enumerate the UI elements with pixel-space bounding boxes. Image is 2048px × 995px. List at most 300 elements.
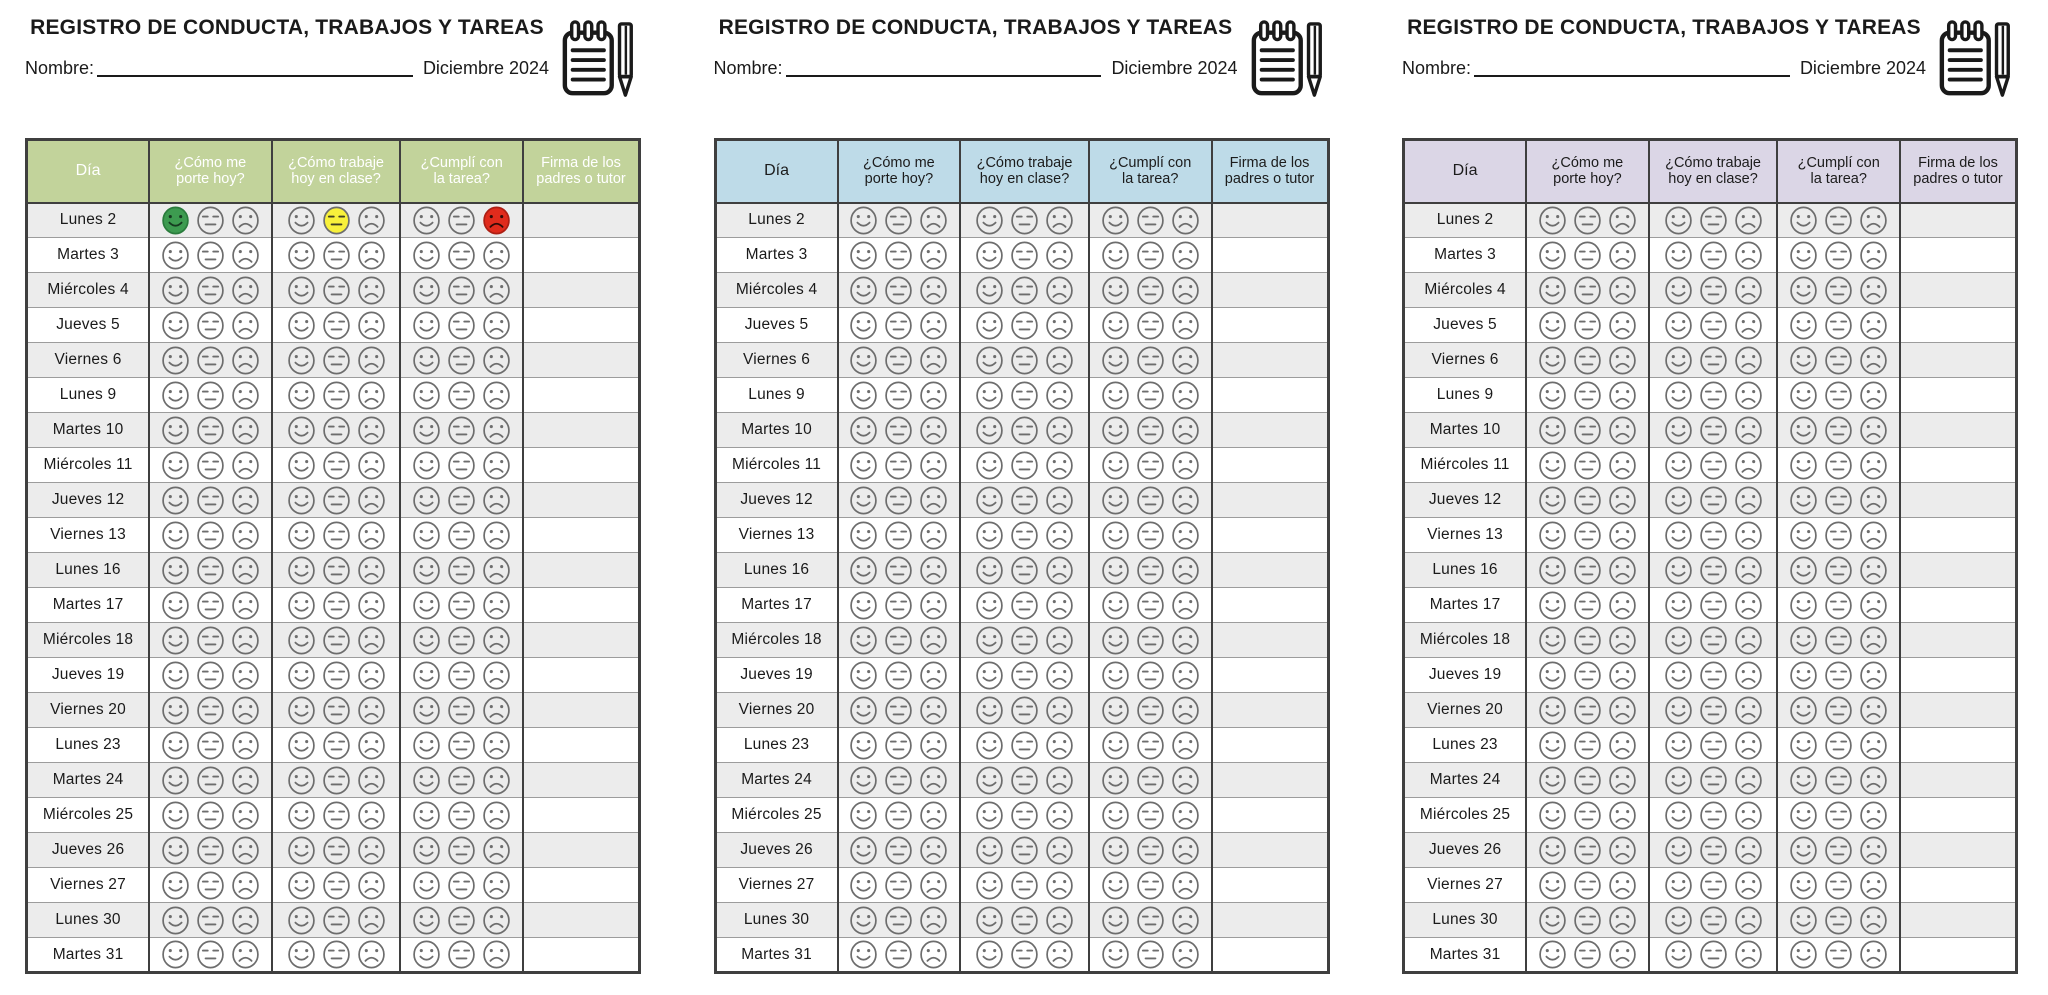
face-neutral-icon[interactable] [445,939,478,970]
face-sad-icon[interactable] [1043,660,1076,691]
face-happy-icon[interactable] [1787,450,1820,481]
face-sad-icon[interactable] [1857,310,1890,341]
face-sad-icon[interactable] [1169,345,1202,376]
face-sad-icon[interactable] [229,205,262,236]
face-sad-icon[interactable] [355,870,388,901]
face-sad-icon[interactable] [355,450,388,481]
face-neutral-icon[interactable] [1571,415,1604,446]
face-neutral-icon[interactable] [445,415,478,446]
face-sad-icon[interactable] [1857,590,1890,621]
signature-cell[interactable] [1900,728,2017,763]
face-neutral-icon[interactable] [882,905,915,936]
signature-cell[interactable] [1212,623,1329,658]
face-sad-icon[interactable] [1732,870,1765,901]
face-neutral-icon[interactable] [1134,695,1167,726]
face-neutral-icon[interactable] [1571,520,1604,551]
face-neutral-icon[interactable] [1697,800,1730,831]
face-happy-icon[interactable] [1536,695,1569,726]
face-happy-icon[interactable] [410,939,443,970]
signature-cell[interactable] [1900,868,2017,903]
face-neutral-icon[interactable] [1697,695,1730,726]
face-sad-icon[interactable] [1732,660,1765,691]
signature-cell[interactable] [1212,868,1329,903]
signature-cell[interactable] [1900,413,2017,448]
face-sad-icon[interactable] [480,765,513,796]
face-neutral-icon[interactable] [1822,450,1855,481]
face-neutral-icon[interactable] [320,730,353,761]
face-happy-icon[interactable] [410,485,443,516]
face-sad-icon[interactable] [229,450,262,481]
face-neutral-icon[interactable] [1134,450,1167,481]
face-neutral-icon[interactable] [882,765,915,796]
face-neutral-icon[interactable] [1822,520,1855,551]
face-sad-icon[interactable] [1606,939,1639,970]
face-sad-icon[interactable] [229,695,262,726]
face-neutral-icon[interactable] [882,275,915,306]
signature-cell[interactable] [1900,308,2017,343]
face-neutral-icon[interactable] [1008,450,1041,481]
face-happy-icon[interactable] [285,310,318,341]
face-sad-icon[interactable] [480,835,513,866]
face-happy-icon[interactable] [410,730,443,761]
face-sad-icon[interactable] [355,415,388,446]
face-happy-icon[interactable] [1787,939,1820,970]
face-sad-icon[interactable] [480,730,513,761]
face-happy-icon[interactable] [1662,520,1695,551]
face-neutral-icon[interactable] [1822,939,1855,970]
face-neutral-icon[interactable] [445,485,478,516]
face-sad-icon[interactable] [480,310,513,341]
face-sad-icon[interactable] [1169,905,1202,936]
face-neutral-icon[interactable] [320,695,353,726]
face-neutral-icon[interactable] [882,415,915,446]
signature-cell[interactable] [1212,938,1329,973]
signature-cell[interactable] [1212,448,1329,483]
signature-cell[interactable] [523,343,640,378]
face-happy-icon[interactable] [159,625,192,656]
face-happy-icon[interactable] [410,240,443,271]
face-sad-icon[interactable] [917,939,950,970]
face-sad-icon[interactable] [480,695,513,726]
signature-cell[interactable] [523,938,640,973]
face-sad-icon[interactable] [480,415,513,446]
face-neutral-icon[interactable] [1697,765,1730,796]
face-happy-icon[interactable] [1099,555,1132,586]
face-sad-icon[interactable] [1169,205,1202,236]
face-sad-icon[interactable] [1043,380,1076,411]
face-happy-icon[interactable] [847,905,880,936]
face-neutral-icon[interactable] [445,870,478,901]
face-neutral-icon[interactable] [1697,205,1730,236]
face-happy-icon[interactable] [410,835,443,866]
face-neutral-icon[interactable] [1134,625,1167,656]
face-neutral-icon[interactable] [1822,730,1855,761]
face-happy-icon[interactable] [1662,310,1695,341]
face-sad-icon[interactable] [355,485,388,516]
face-happy-icon[interactable] [1099,275,1132,306]
face-sad-icon[interactable] [480,520,513,551]
signature-cell[interactable] [1900,903,2017,938]
face-neutral-icon[interactable] [1571,660,1604,691]
face-neutral-icon[interactable] [1571,730,1604,761]
face-happy-icon[interactable] [410,345,443,376]
signature-cell[interactable] [523,203,640,238]
face-neutral-icon[interactable] [882,555,915,586]
signature-cell[interactable] [1212,798,1329,833]
face-sad-icon[interactable] [355,240,388,271]
face-neutral-icon[interactable] [1134,345,1167,376]
face-sad-icon[interactable] [355,625,388,656]
face-neutral-icon[interactable] [194,660,227,691]
face-happy-icon[interactable] [1536,345,1569,376]
face-happy-icon[interactable] [410,205,443,236]
face-neutral-icon[interactable] [882,660,915,691]
face-sad-icon[interactable] [1732,765,1765,796]
face-neutral-icon[interactable] [1822,555,1855,586]
face-sad-icon[interactable] [917,625,950,656]
signature-cell[interactable] [523,308,640,343]
face-sad-icon[interactable] [1857,660,1890,691]
face-sad-icon[interactable] [1043,695,1076,726]
signature-cell[interactable] [523,588,640,623]
face-happy-icon[interactable] [847,415,880,446]
face-happy-icon[interactable] [159,450,192,481]
face-neutral-icon[interactable] [1008,415,1041,446]
face-happy-icon[interactable] [410,625,443,656]
face-happy-icon[interactable] [1662,590,1695,621]
face-happy-icon[interactable] [973,275,1006,306]
face-sad-icon[interactable] [917,765,950,796]
face-neutral-icon[interactable] [1008,310,1041,341]
face-sad-icon[interactable] [1043,310,1076,341]
face-neutral-icon[interactable] [445,205,478,236]
face-sad-icon[interactable] [1732,345,1765,376]
face-neutral-icon[interactable] [882,695,915,726]
face-neutral-icon[interactable] [1822,905,1855,936]
face-neutral-icon[interactable] [1008,520,1041,551]
face-happy-icon[interactable] [1536,275,1569,306]
signature-cell[interactable] [1212,203,1329,238]
face-happy-icon[interactable] [159,310,192,341]
face-sad-icon[interactable] [480,345,513,376]
face-happy-icon[interactable] [159,205,192,236]
face-neutral-icon[interactable] [194,240,227,271]
face-happy-icon[interactable] [1662,555,1695,586]
face-sad-icon[interactable] [480,800,513,831]
face-happy-icon[interactable] [159,520,192,551]
face-neutral-icon[interactable] [320,205,353,236]
face-neutral-icon[interactable] [1571,485,1604,516]
face-sad-icon[interactable] [1606,380,1639,411]
face-neutral-icon[interactable] [882,800,915,831]
face-sad-icon[interactable] [1732,205,1765,236]
face-neutral-icon[interactable] [1134,205,1167,236]
face-neutral-icon[interactable] [1134,765,1167,796]
signature-cell[interactable] [523,273,640,308]
face-sad-icon[interactable] [1732,590,1765,621]
signature-cell[interactable] [523,798,640,833]
face-happy-icon[interactable] [410,520,443,551]
face-happy-icon[interactable] [1536,415,1569,446]
face-neutral-icon[interactable] [445,835,478,866]
face-neutral-icon[interactable] [445,730,478,761]
face-neutral-icon[interactable] [1822,590,1855,621]
face-happy-icon[interactable] [1787,555,1820,586]
face-sad-icon[interactable] [917,310,950,341]
face-sad-icon[interactable] [1606,345,1639,376]
face-happy-icon[interactable] [1099,240,1132,271]
face-happy-icon[interactable] [973,939,1006,970]
face-neutral-icon[interactable] [1571,870,1604,901]
face-happy-icon[interactable] [1662,450,1695,481]
face-neutral-icon[interactable] [1697,485,1730,516]
face-neutral-icon[interactable] [1008,695,1041,726]
face-sad-icon[interactable] [229,520,262,551]
face-neutral-icon[interactable] [320,275,353,306]
face-neutral-icon[interactable] [1822,240,1855,271]
face-neutral-icon[interactable] [320,240,353,271]
face-neutral-icon[interactable] [194,345,227,376]
face-sad-icon[interactable] [1606,835,1639,866]
face-neutral-icon[interactable] [1008,730,1041,761]
face-sad-icon[interactable] [917,660,950,691]
face-sad-icon[interactable] [229,765,262,796]
face-neutral-icon[interactable] [194,275,227,306]
face-sad-icon[interactable] [1732,625,1765,656]
face-neutral-icon[interactable] [445,240,478,271]
face-happy-icon[interactable] [1536,660,1569,691]
face-happy-icon[interactable] [1536,205,1569,236]
face-happy-icon[interactable] [1662,345,1695,376]
signature-cell[interactable] [1900,483,2017,518]
face-sad-icon[interactable] [355,800,388,831]
face-happy-icon[interactable] [1787,310,1820,341]
face-neutral-icon[interactable] [1571,590,1604,621]
face-neutral-icon[interactable] [445,345,478,376]
face-happy-icon[interactable] [973,905,1006,936]
face-happy-icon[interactable] [410,695,443,726]
face-neutral-icon[interactable] [1134,905,1167,936]
name-input-line[interactable] [786,75,1102,77]
face-happy-icon[interactable] [1787,415,1820,446]
face-happy-icon[interactable] [1662,905,1695,936]
face-neutral-icon[interactable] [194,310,227,341]
face-neutral-icon[interactable] [1822,205,1855,236]
face-happy-icon[interactable] [1536,380,1569,411]
face-sad-icon[interactable] [1732,520,1765,551]
face-sad-icon[interactable] [1169,625,1202,656]
face-happy-icon[interactable] [973,660,1006,691]
face-sad-icon[interactable] [229,660,262,691]
face-neutral-icon[interactable] [194,905,227,936]
signature-cell[interactable] [523,483,640,518]
face-neutral-icon[interactable] [1134,555,1167,586]
signature-cell[interactable] [1212,343,1329,378]
face-neutral-icon[interactable] [882,625,915,656]
face-sad-icon[interactable] [1169,520,1202,551]
face-sad-icon[interactable] [229,939,262,970]
face-neutral-icon[interactable] [445,905,478,936]
face-neutral-icon[interactable] [1008,660,1041,691]
face-neutral-icon[interactable] [1822,660,1855,691]
face-neutral-icon[interactable] [1697,625,1730,656]
face-sad-icon[interactable] [355,730,388,761]
face-happy-icon[interactable] [1787,590,1820,621]
face-happy-icon[interactable] [1536,450,1569,481]
signature-cell[interactable] [1900,518,2017,553]
face-sad-icon[interactable] [229,800,262,831]
face-happy-icon[interactable] [159,905,192,936]
face-neutral-icon[interactable] [1697,905,1730,936]
face-sad-icon[interactable] [1606,205,1639,236]
face-sad-icon[interactable] [480,205,513,236]
face-sad-icon[interactable] [1732,310,1765,341]
face-happy-icon[interactable] [159,275,192,306]
face-sad-icon[interactable] [355,345,388,376]
face-happy-icon[interactable] [285,800,318,831]
face-sad-icon[interactable] [355,905,388,936]
face-neutral-icon[interactable] [1697,730,1730,761]
face-neutral-icon[interactable] [882,485,915,516]
face-sad-icon[interactable] [1043,485,1076,516]
face-sad-icon[interactable] [1857,555,1890,586]
face-sad-icon[interactable] [1732,485,1765,516]
face-happy-icon[interactable] [410,800,443,831]
face-sad-icon[interactable] [480,625,513,656]
face-sad-icon[interactable] [1043,835,1076,866]
face-neutral-icon[interactable] [1008,240,1041,271]
face-neutral-icon[interactable] [1008,625,1041,656]
face-neutral-icon[interactable] [320,625,353,656]
face-happy-icon[interactable] [410,450,443,481]
face-sad-icon[interactable] [355,520,388,551]
face-neutral-icon[interactable] [320,590,353,621]
face-happy-icon[interactable] [1099,870,1132,901]
face-sad-icon[interactable] [229,835,262,866]
face-happy-icon[interactable] [285,345,318,376]
face-happy-icon[interactable] [1099,835,1132,866]
face-happy-icon[interactable] [847,520,880,551]
face-sad-icon[interactable] [1043,625,1076,656]
face-sad-icon[interactable] [1043,555,1076,586]
face-neutral-icon[interactable] [320,905,353,936]
face-sad-icon[interactable] [480,590,513,621]
face-neutral-icon[interactable] [882,345,915,376]
face-neutral-icon[interactable] [1822,625,1855,656]
face-neutral-icon[interactable] [445,555,478,586]
face-sad-icon[interactable] [917,240,950,271]
face-neutral-icon[interactable] [194,380,227,411]
face-neutral-icon[interactable] [1697,380,1730,411]
face-neutral-icon[interactable] [320,380,353,411]
face-sad-icon[interactable] [1732,905,1765,936]
signature-cell[interactable] [523,763,640,798]
signature-cell[interactable] [523,658,640,693]
face-neutral-icon[interactable] [445,800,478,831]
face-sad-icon[interactable] [1732,800,1765,831]
face-neutral-icon[interactable] [445,765,478,796]
face-neutral-icon[interactable] [445,590,478,621]
face-happy-icon[interactable] [847,695,880,726]
face-happy-icon[interactable] [1536,730,1569,761]
face-happy-icon[interactable] [285,485,318,516]
face-happy-icon[interactable] [973,485,1006,516]
face-sad-icon[interactable] [917,205,950,236]
face-sad-icon[interactable] [1043,205,1076,236]
face-neutral-icon[interactable] [320,450,353,481]
face-neutral-icon[interactable] [1822,695,1855,726]
face-neutral-icon[interactable] [320,415,353,446]
face-sad-icon[interactable] [1857,485,1890,516]
face-sad-icon[interactable] [1857,240,1890,271]
face-neutral-icon[interactable] [1134,240,1167,271]
face-happy-icon[interactable] [1536,765,1569,796]
face-neutral-icon[interactable] [882,240,915,271]
face-neutral-icon[interactable] [1571,310,1604,341]
signature-cell[interactable] [1900,203,2017,238]
face-sad-icon[interactable] [229,555,262,586]
face-happy-icon[interactable] [847,450,880,481]
face-neutral-icon[interactable] [194,205,227,236]
signature-cell[interactable] [523,833,640,868]
face-happy-icon[interactable] [973,835,1006,866]
face-neutral-icon[interactable] [194,450,227,481]
face-happy-icon[interactable] [1099,345,1132,376]
face-sad-icon[interactable] [1732,275,1765,306]
face-happy-icon[interactable] [1536,310,1569,341]
face-happy-icon[interactable] [1662,835,1695,866]
face-happy-icon[interactable] [973,765,1006,796]
face-sad-icon[interactable] [229,240,262,271]
face-sad-icon[interactable] [1857,695,1890,726]
face-happy-icon[interactable] [1662,730,1695,761]
face-neutral-icon[interactable] [1008,590,1041,621]
face-happy-icon[interactable] [1662,870,1695,901]
face-happy-icon[interactable] [410,415,443,446]
face-neutral-icon[interactable] [194,415,227,446]
face-happy-icon[interactable] [1099,939,1132,970]
face-happy-icon[interactable] [973,380,1006,411]
face-neutral-icon[interactable] [1571,380,1604,411]
face-happy-icon[interactable] [1536,835,1569,866]
face-happy-icon[interactable] [285,730,318,761]
signature-cell[interactable] [1900,798,2017,833]
face-happy-icon[interactable] [285,275,318,306]
face-happy-icon[interactable] [973,625,1006,656]
face-neutral-icon[interactable] [1697,555,1730,586]
face-neutral-icon[interactable] [1134,660,1167,691]
face-neutral-icon[interactable] [194,555,227,586]
signature-cell[interactable] [523,728,640,763]
face-sad-icon[interactable] [1857,380,1890,411]
signature-cell[interactable] [1212,378,1329,413]
face-sad-icon[interactable] [1606,730,1639,761]
signature-cell[interactable] [523,238,640,273]
face-neutral-icon[interactable] [1697,939,1730,970]
face-happy-icon[interactable] [973,590,1006,621]
face-happy-icon[interactable] [1787,695,1820,726]
face-happy-icon[interactable] [285,870,318,901]
face-neutral-icon[interactable] [1008,485,1041,516]
face-happy-icon[interactable] [1099,590,1132,621]
face-sad-icon[interactable] [1043,765,1076,796]
face-happy-icon[interactable] [847,800,880,831]
face-sad-icon[interactable] [1606,800,1639,831]
face-sad-icon[interactable] [480,555,513,586]
face-neutral-icon[interactable] [1134,835,1167,866]
face-neutral-icon[interactable] [194,730,227,761]
face-sad-icon[interactable] [1857,520,1890,551]
